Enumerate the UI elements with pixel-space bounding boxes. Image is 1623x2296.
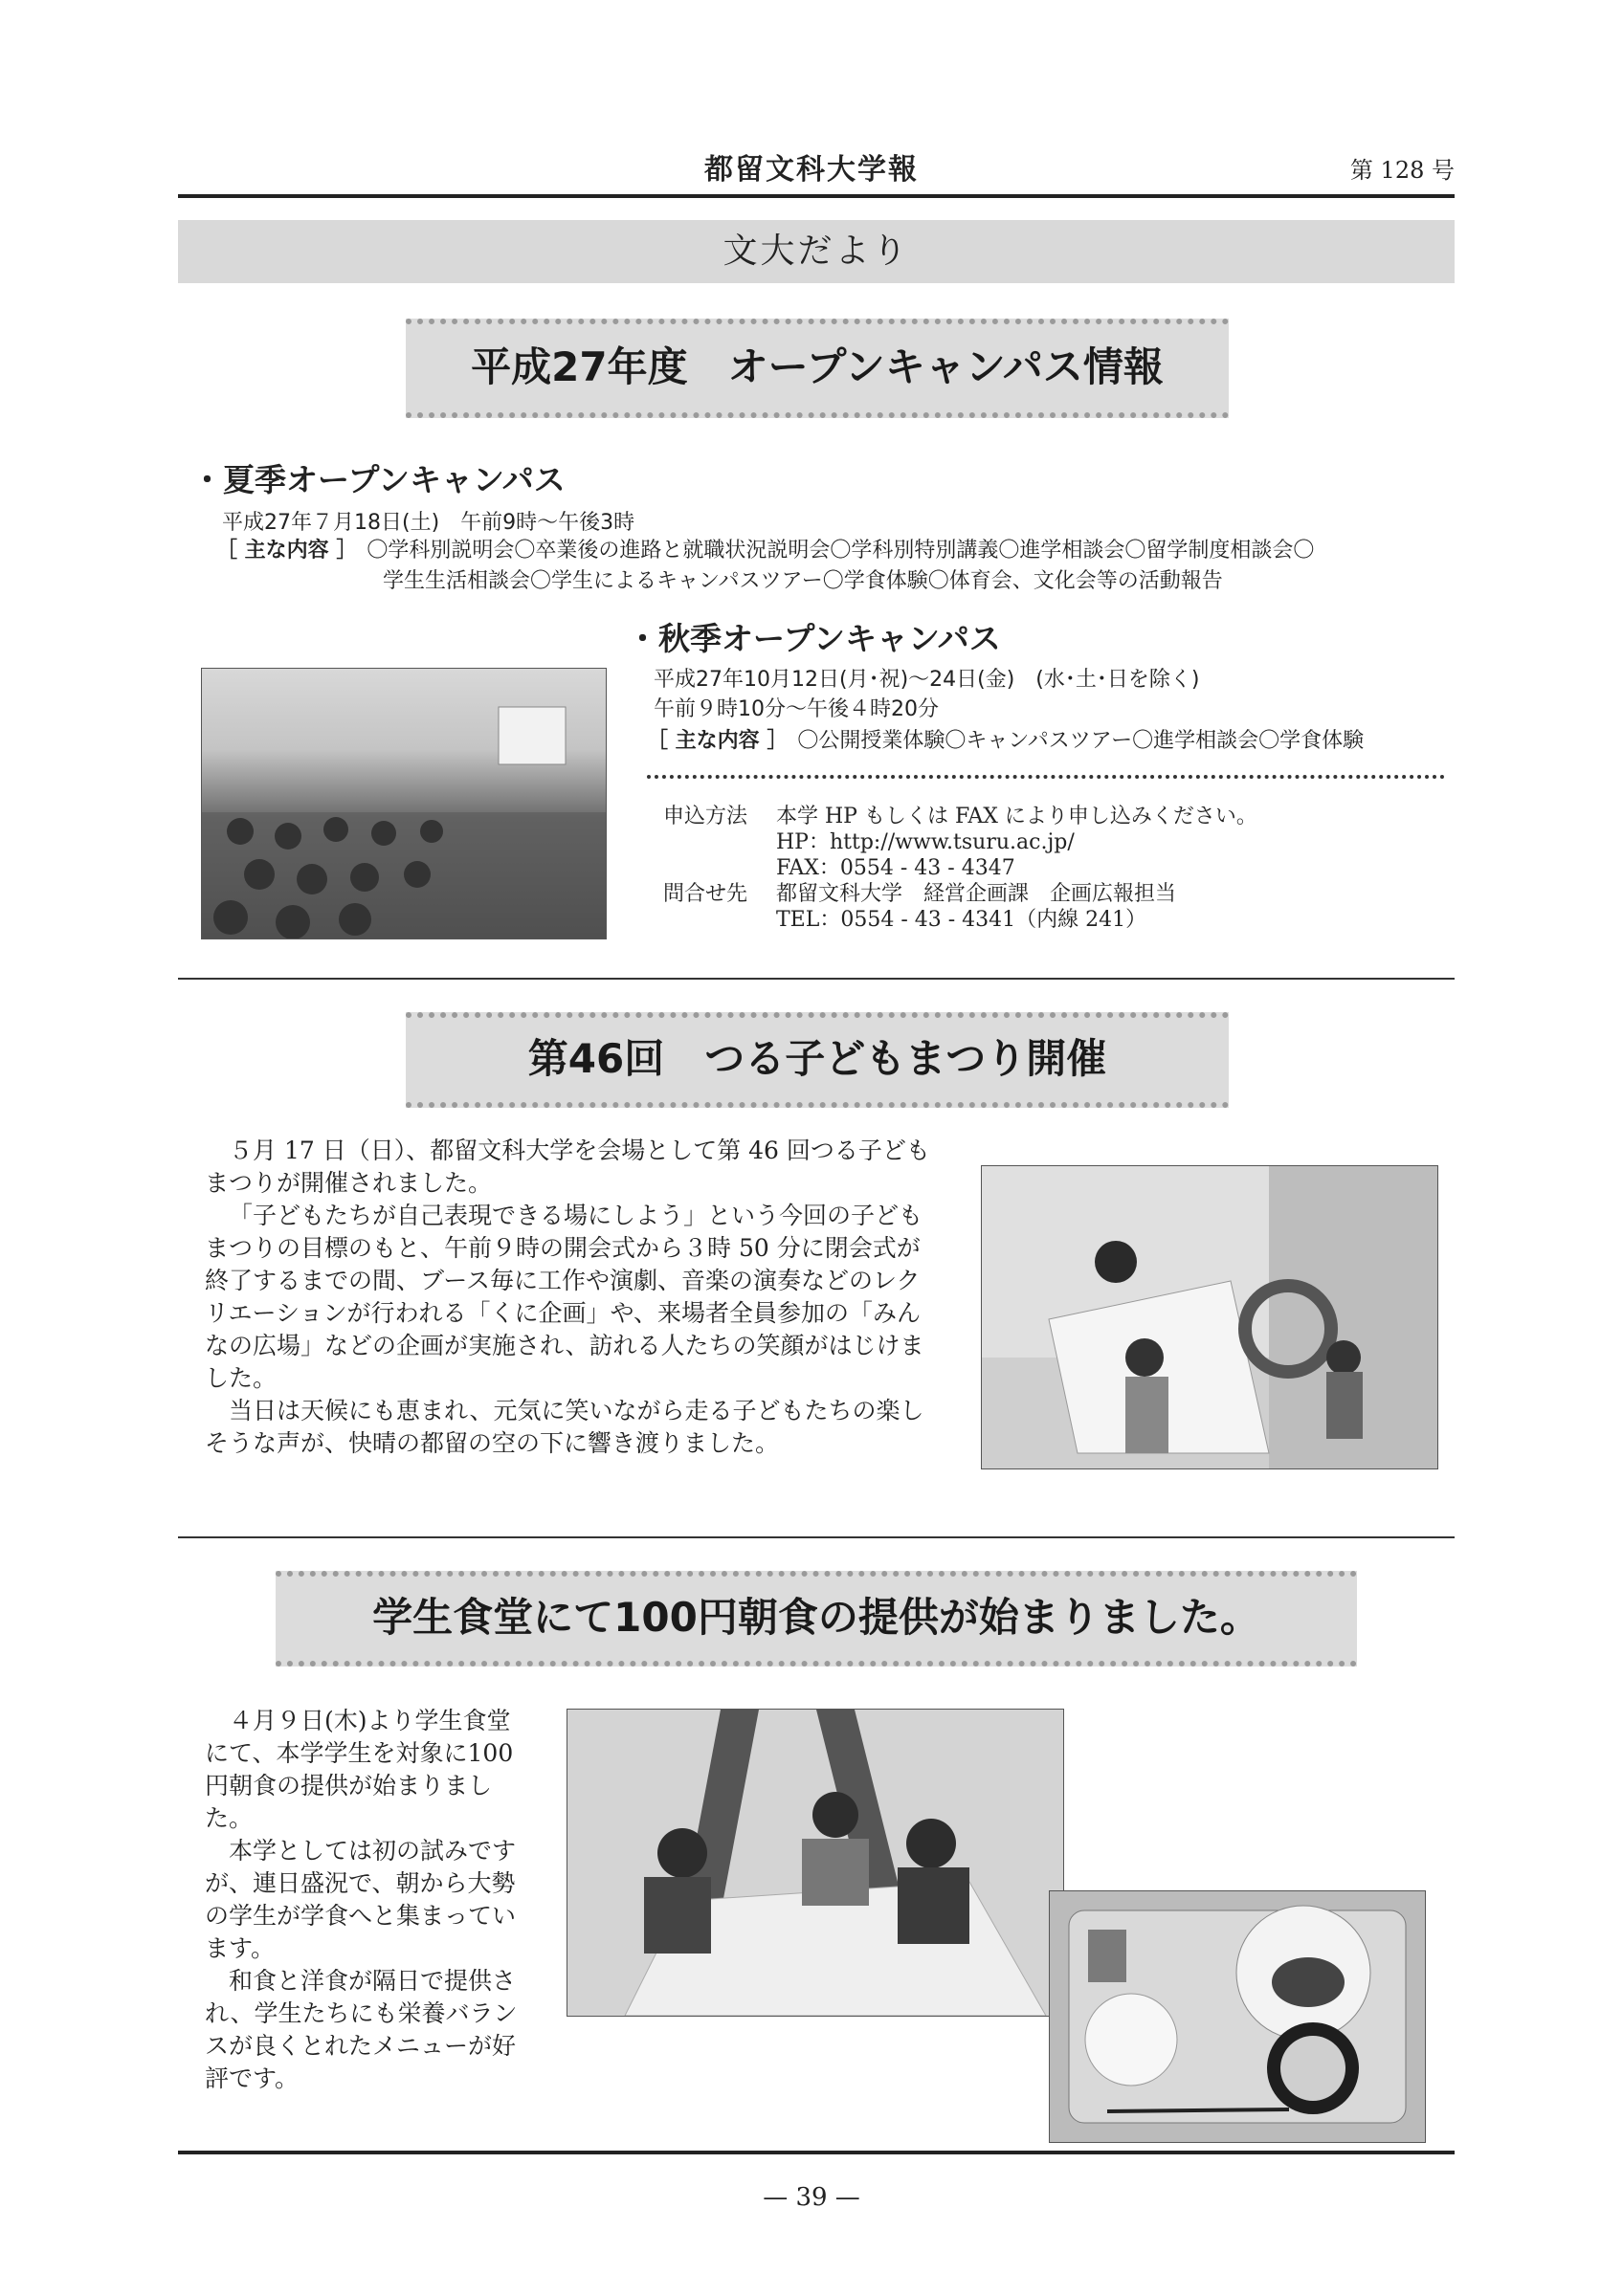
lecture-hall-photo xyxy=(201,668,607,939)
apply-text: 本学 HP もしくは FAX により申し込みください。 xyxy=(776,805,1257,828)
breakfast-article xyxy=(205,1705,530,2095)
festival-article xyxy=(205,1135,942,1460)
festival-paragraph-2: 「子どもたちが自己表現できる場にしよう」という今回の子どもまつりの目標のもと、午前９時の開会式から３時 50 分に閉会式が終了するまでの間、ブース毎に工作や演劇、音楽の演奏などのレクリエーションが行われる「くに企画」や、来場者全員参加の「みんなの広場」などの企画が実施され、訪れる人たちの笑顔がはじけました。 xyxy=(205,1202,924,1392)
fax-number: FAX：0554 - 43 - 4347 xyxy=(776,856,1015,880)
autumn-date: 平成27年10月12日(月･祝)〜24日(金) (水･土･日を除く) xyxy=(654,668,1200,692)
breakfast-banner-text: 学生食堂にて100円朝食の提供が始まりました。 xyxy=(372,1594,1260,1641)
page-number: — 39 — xyxy=(763,2183,860,2212)
issue-number: 第 128 号 xyxy=(1349,157,1455,184)
inquiry-label: 問合せ先 xyxy=(663,882,748,906)
festival-paragraph-3: 当日は天候にも恵まれ、元気に笑いながら走る子どもたちの楽しそうな声が、快晴の都留の空の下に響き渡りました。 xyxy=(205,1397,924,1457)
summer-content-label: ［ 主な内容 ］ xyxy=(216,539,358,563)
festival-photo xyxy=(981,1165,1438,1469)
section-title: 文大だより xyxy=(178,220,1455,283)
children-festival-photo-icon xyxy=(982,1166,1437,1468)
cafeteria-photo xyxy=(567,1709,1064,2017)
autumn-content-text: 〇公開授業体験〇キャンパスツアー〇進学相談会〇学食体験 xyxy=(797,729,1365,753)
footer-divider xyxy=(178,2151,1455,2154)
festival-banner xyxy=(406,1012,1229,1108)
summer-content-line1: 〇学科別説明会〇卒業後の進路と就職状況説明会〇学科別特別講義〇進学相談会〇留学制度相談会〇 xyxy=(367,539,1315,563)
open-campus-banner xyxy=(406,319,1229,418)
breakfast-banner xyxy=(276,1571,1357,1667)
inquiry-text: 都留文科大学 経営企画課 企画広報担当 xyxy=(776,882,1177,906)
autumn-time: 午前９時10分〜午後４時20分 xyxy=(654,697,939,721)
breakfast-tray-photo xyxy=(1049,1890,1426,2143)
summer-date: 平成27年７月18日(土) 午前9時〜午後3時 xyxy=(222,511,635,535)
contact-dotted-divider xyxy=(647,775,1445,779)
cafeteria-photo-icon xyxy=(567,1710,1063,2016)
breakfast-paragraph-1: ４月９日(木)より学生食堂にて、本学学生を対象に100円朝食の提供が始まりました。 xyxy=(205,1707,514,1832)
breakfast-tray-photo-icon xyxy=(1050,1891,1425,2142)
newsletter-title: 都留文科大学報 xyxy=(704,153,919,187)
summer-content-line2: 学生生活相談会〇学生によるキャンパスツアー〇学食体験〇体育会、文化会等の活動報告 xyxy=(383,569,1223,593)
contact-info xyxy=(663,804,1257,933)
festival-banner-text: 第46回 つる子どもまつり開催 xyxy=(527,1035,1107,1082)
tel-number: TEL：0554 - 43 - 4341（内線 241） xyxy=(776,908,1147,932)
breakfast-paragraph-2: 本学としては初の試みですが、連日盛況で、朝から大勢の学生が学食へと集まっています。 xyxy=(205,1837,517,1962)
section-divider-1 xyxy=(178,978,1455,980)
summer-heading: ・夏季オープンキャンパス xyxy=(191,461,566,498)
autumn-content-label: ［ 主な内容 ］ xyxy=(647,729,789,753)
apply-label: 申込方法 xyxy=(663,805,748,828)
header-divider xyxy=(178,194,1455,198)
homepage-url: HP：http://www.tsuru.ac.jp/ xyxy=(776,830,1075,854)
summer-content xyxy=(216,534,1314,563)
autumn-heading: ・秋季オープンキャンパス xyxy=(627,620,1001,657)
breakfast-paragraph-3: 和食と洋食が隔日で提供され、学生たちにも栄養バランスが良くとれたメニューが好評です。 xyxy=(205,1967,518,2092)
section-divider-2 xyxy=(178,1536,1455,1538)
open-campus-banner-text: 平成27年度 オープンキャンパス情報 xyxy=(471,343,1164,390)
autumn-content xyxy=(647,724,1364,754)
lecture-hall-photo-icon xyxy=(202,669,606,938)
festival-paragraph-1: ５月 17 日（日）、都留文科大学を会場として第 46 回つる子どもまつりが開催されました。 xyxy=(205,1137,930,1197)
